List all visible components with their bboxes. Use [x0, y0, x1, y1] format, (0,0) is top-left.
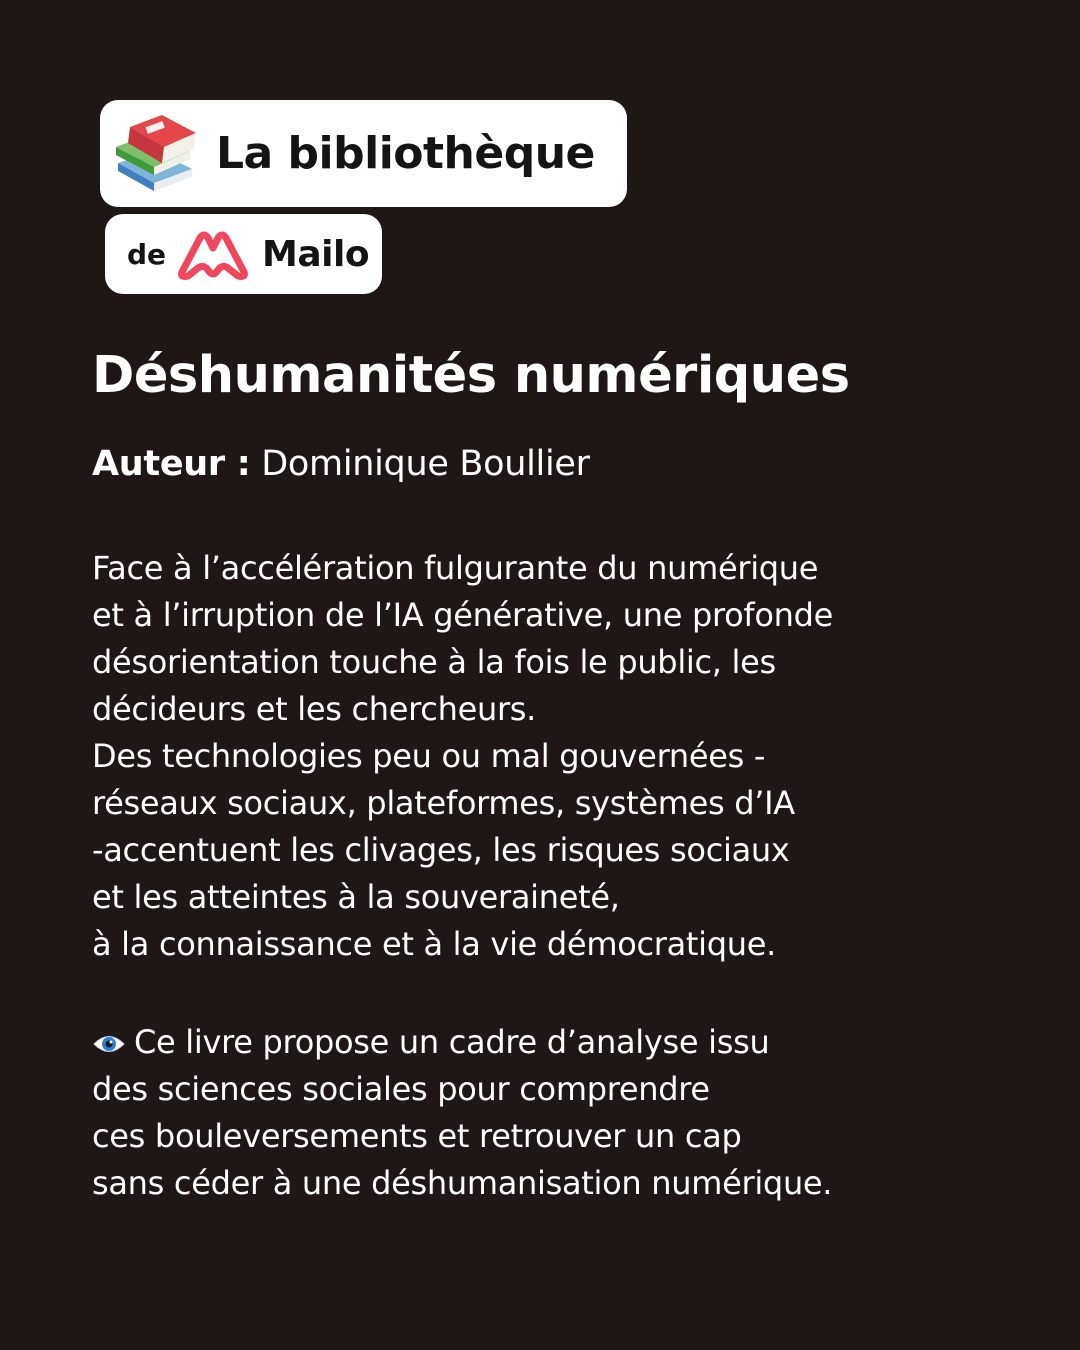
description-line: Des technologies peu ou mal gouvernées - — [92, 737, 766, 775]
books-icon — [112, 111, 198, 197]
description-text: Ce livre propose un cadre d’analyse issu — [134, 1023, 770, 1061]
author-label: Auteur : — [92, 444, 251, 484]
author-name: Dominique Boullier — [261, 444, 590, 484]
description-line: et les atteintes à la souveraineté, — [92, 878, 620, 916]
description-line: réseaux sociaux, plateformes, systèmes d’IA — [92, 784, 795, 822]
brand-prefix: de — [127, 237, 167, 271]
book-title: Déshumanités numériques — [92, 346, 850, 405]
description-line: à la connaissance et à la vie démocratique. — [92, 925, 777, 963]
mailo-logo-icon — [176, 228, 250, 280]
description-line: ces bouleversements et retrouver un cap — [92, 1117, 742, 1155]
library-title: La bibliothèque — [216, 128, 595, 179]
description-line: décideurs et les chercheurs. — [92, 690, 537, 728]
description-line — [92, 1019, 992, 1066]
description-paragraph-1 — [92, 545, 992, 968]
eye-icon — [92, 1033, 126, 1055]
author-line — [92, 444, 590, 484]
description-line: Face à l’accélération fulgurante du numérique — [92, 549, 819, 587]
brand-name: Mailo — [262, 233, 370, 275]
brand-badge — [105, 214, 382, 294]
description-paragraph-2 — [92, 1019, 992, 1207]
description-line: sans céder à une déshumanisation numérique. — [92, 1164, 833, 1202]
description-line: -accentuent les clivages, les risques sociaux — [92, 831, 790, 869]
description-line: des sciences sociales pour comprendre — [92, 1070, 710, 1108]
description-line: et à l’irruption de l’IA générative, une profonde — [92, 596, 834, 634]
library-badge — [100, 100, 627, 207]
description-line: désorientation touche à la fois le public, les — [92, 643, 776, 681]
